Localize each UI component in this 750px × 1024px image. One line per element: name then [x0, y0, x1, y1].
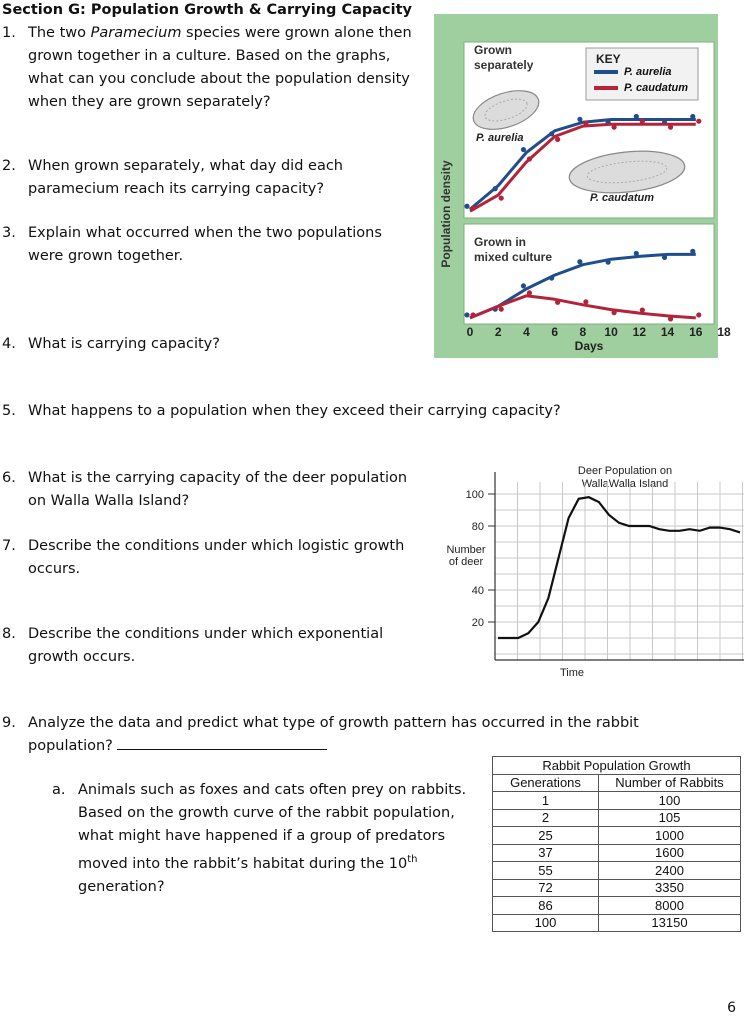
question-5 — [2, 400, 561, 423]
cell-generation: 72 — [493, 879, 599, 897]
data-point-caudatum — [696, 119, 701, 124]
x-tick-label: 8 — [579, 325, 587, 339]
deer-figure — [440, 462, 746, 690]
question-text: moved into the rabbit’s habitat during the 10 — [78, 855, 408, 872]
paramecium-chart — [434, 14, 731, 358]
y-axis-label: of deer — [448, 556, 484, 568]
question-7 — [2, 535, 404, 581]
question-number: 4. — [2, 336, 16, 352]
legend-title: KEY — [596, 52, 621, 66]
chart-title: WallaWalla Island — [581, 478, 669, 490]
table-row — [493, 844, 741, 862]
question-text: What happens to a population when they exceed their carrying capacity? — [28, 403, 561, 419]
cell-rabbits: 100 — [599, 792, 741, 810]
organism-label-caudatum: P. caudatum — [590, 192, 654, 204]
question-text: what might have happened if a group of predators — [78, 828, 446, 844]
question-9a — [52, 779, 466, 899]
cell-generation: 37 — [493, 844, 599, 862]
data-point-aurelia — [521, 283, 526, 288]
x-tick-label: 2 — [494, 325, 502, 339]
deer-chart — [440, 462, 746, 690]
cell-generation: 1 — [493, 792, 599, 810]
rabbit-population-table — [492, 756, 741, 932]
question-number: 5. — [2, 403, 16, 419]
paramecium-figure — [434, 14, 731, 358]
cell-generation: 25 — [493, 827, 599, 845]
data-point-aurelia — [634, 114, 639, 119]
cell-rabbits: 1000 — [599, 827, 741, 845]
question-text: growth occurs. — [28, 649, 136, 665]
x-axis-label: Days — [574, 339, 604, 353]
cell-generation: 86 — [493, 897, 599, 915]
question-text: grown together in a culture. Based on the graphs, — [28, 48, 391, 64]
data-point-aurelia — [634, 251, 639, 256]
x-tick-label: 16 — [689, 325, 703, 339]
y-tick-label: 80 — [471, 521, 484, 533]
data-point-aurelia — [577, 117, 582, 122]
chart-grid — [495, 482, 744, 660]
question-text: Animals such as foxes and cats often prey on rabbits. — [78, 782, 467, 798]
data-point-caudatum — [499, 307, 504, 312]
cell-rabbits: 105 — [599, 809, 741, 827]
question-text: What is carrying capacity? — [28, 336, 220, 352]
legend-label-caudatum: P. caudatum — [624, 82, 688, 94]
data-point-aurelia — [521, 147, 526, 152]
panel-label: Grown — [474, 43, 512, 57]
panel-label: separately — [474, 58, 534, 72]
question-2 — [2, 155, 343, 201]
superscript: th — [407, 854, 418, 865]
table-row — [493, 914, 741, 932]
x-tick-label: 14 — [660, 325, 675, 339]
question-text: When grown separately, what day did each — [28, 158, 343, 174]
question-number: 1. — [2, 25, 16, 41]
cell-rabbits: 3350 — [599, 879, 741, 897]
x-axis-label: Time — [559, 667, 585, 679]
question-number: 7. — [2, 538, 16, 554]
data-point-caudatum — [583, 299, 588, 304]
question-9 — [2, 712, 639, 758]
y-axis-label: Number — [446, 544, 486, 556]
cell-rabbits: 8000 — [599, 897, 741, 915]
x-tick-label: 18 — [717, 325, 731, 339]
page-number: 6 — [727, 1000, 736, 1016]
column-header: Generations — [493, 774, 599, 792]
question-text: The two — [28, 25, 91, 41]
question-number: 2. — [2, 158, 16, 174]
data-point-caudatum — [612, 125, 617, 130]
y-tick-label: 40 — [471, 585, 484, 597]
y-axis-label: Population density — [439, 160, 453, 268]
table-row — [493, 809, 741, 827]
cell-generation: 2 — [493, 809, 599, 827]
question-text: generation? — [78, 878, 165, 895]
y-tick-label: 20 — [471, 617, 484, 629]
column-header: Number of Rabbits — [599, 774, 741, 792]
cell-generation: 55 — [493, 862, 599, 880]
question-text: what can you conclude about the population density — [28, 71, 410, 87]
data-point-caudatum — [668, 316, 673, 321]
data-point-caudatum — [668, 125, 673, 130]
question-text: Describe the conditions under which exponential — [28, 626, 384, 642]
data-point-caudatum — [555, 300, 560, 305]
data-point-caudatum — [555, 137, 560, 142]
x-tick-label: 10 — [604, 325, 618, 339]
question-text: when they are grown separately? — [28, 94, 271, 110]
table-row — [493, 897, 741, 915]
data-point-aurelia — [606, 260, 611, 265]
question-3 — [2, 222, 382, 268]
question-text: occurs. — [28, 561, 81, 577]
question-italic-term: Paramecium — [90, 25, 182, 41]
organism-label-aurelia: P. aurelia — [476, 132, 524, 144]
data-point-aurelia — [464, 204, 469, 209]
x-tick-label: 6 — [551, 325, 559, 339]
answer-blank[interactable] — [117, 735, 327, 750]
data-point-caudatum — [527, 156, 532, 161]
panel-label: Grown in — [474, 235, 526, 249]
question-text: were grown together. — [28, 248, 184, 264]
data-point-caudatum — [499, 195, 504, 200]
legend-swatch-aurelia — [594, 70, 618, 74]
table-row — [493, 879, 741, 897]
table-title-row — [493, 757, 741, 775]
data-point-aurelia — [493, 186, 498, 191]
table-row — [493, 862, 741, 880]
question-4 — [2, 333, 220, 356]
question-number: 3. — [2, 225, 16, 241]
chart-title: Deer Population on — [577, 465, 673, 477]
section-title: Section G: Population Growth & Carrying Capacity — [2, 2, 412, 18]
cell-rabbits: 13150 — [599, 914, 741, 932]
table-header-row — [493, 774, 741, 792]
legend-label-aurelia: P. aurelia — [624, 66, 672, 78]
data-point-caudatum — [583, 120, 588, 125]
data-point-caudatum — [640, 119, 645, 124]
question-number: 8. — [2, 626, 16, 642]
data-point-aurelia — [464, 312, 469, 317]
question-text: population? — [28, 738, 113, 754]
data-point-caudatum — [527, 290, 532, 295]
question-text: Based on the growth curve of the rabbit population, — [78, 805, 455, 821]
question-text: species were grown alone then — [181, 25, 412, 41]
question-number: a. — [52, 782, 66, 798]
table-title: Rabbit Population Growth — [493, 757, 741, 775]
cell-rabbits: 1600 — [599, 844, 741, 862]
question-text: paramecium reach its carrying capacity? — [28, 181, 325, 197]
question-number: 9. — [2, 715, 16, 731]
question-text: What is the carrying capacity of the deer population — [28, 470, 408, 486]
question-text: Analyze the data and predict what type of growth pattern has occurred in the rabbit — [28, 715, 639, 731]
question-number: 6. — [2, 470, 16, 486]
question-text: on Walla Walla Island? — [28, 493, 190, 509]
legend-swatch-caudatum — [594, 86, 618, 90]
x-tick-labels — [467, 325, 731, 339]
x-tick-label: 12 — [632, 325, 647, 339]
data-point-aurelia — [577, 259, 582, 264]
panel-label: mixed culture — [474, 250, 553, 264]
question-6 — [2, 467, 407, 513]
y-tick-label: 100 — [465, 489, 484, 501]
data-point-caudatum — [470, 206, 475, 211]
x-tick-label: 0 — [466, 325, 474, 339]
question-text: Describe the conditions under which logistic growth — [28, 538, 405, 554]
x-tick-label: 4 — [523, 325, 530, 339]
data-point-aurelia — [549, 275, 554, 280]
question-1 — [2, 22, 412, 114]
cell-rabbits: 2400 — [599, 862, 741, 880]
data-point-caudatum — [696, 312, 701, 317]
series-line-deer — [498, 497, 740, 638]
data-point-caudatum — [612, 310, 617, 315]
question-text: Explain what occurred when the two populations — [28, 225, 382, 241]
data-point-aurelia — [690, 114, 695, 119]
data-point-aurelia — [662, 255, 667, 260]
data-point-aurelia — [690, 249, 695, 254]
table-row — [493, 827, 741, 845]
cell-generation: 100 — [493, 914, 599, 932]
data-point-caudatum — [640, 307, 645, 312]
table-row — [493, 792, 741, 810]
question-8 — [2, 623, 383, 669]
data-point-caudatum — [470, 312, 475, 317]
